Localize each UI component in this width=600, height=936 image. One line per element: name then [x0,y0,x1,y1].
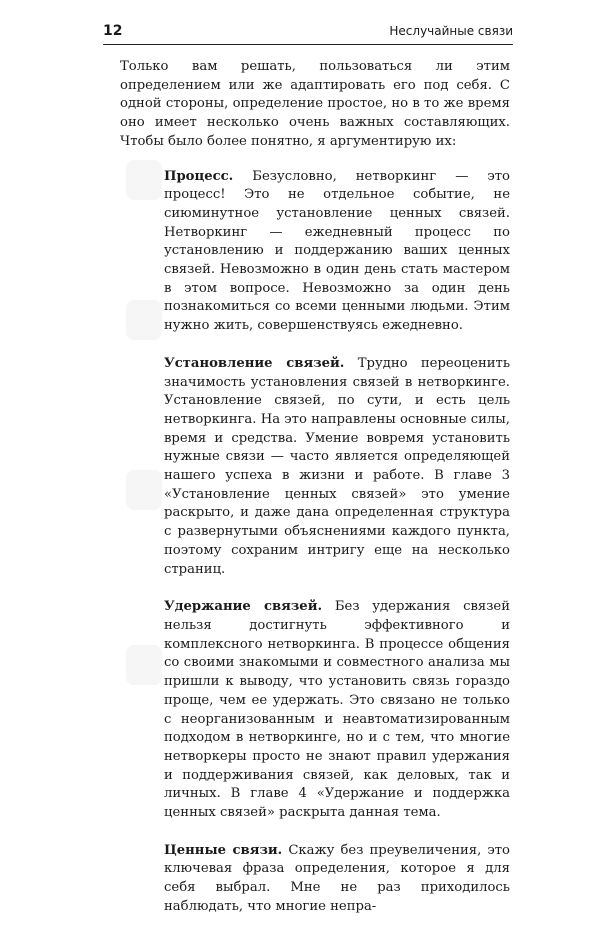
section-term: Удержание связей. [164,599,323,615]
section-text: Безусловно, нетворкинг — это процесс! Это не отдельное событие, не сиюминутное установление ценных связей. Нетворкинг — ежедневный процесс по установлению и поддержанию ваших ценных связей. Невозможно в один день стать мастером в этом вопросе. Невозможно за один день познакомиться со всеми ценными людьми. Этим нужно жить, совершенствуясь ежедневно. [164,168,510,334]
intro-paragraph: Только вам решать, пользоваться ли этим определением или же адаптировать его под себя. С одной стороны, определение простое, но в то же время оно имеет несколько очень важных составляющих. Чтобы было более понятно, я аргументирую их: [120,59,510,149]
section-establishing [164,355,510,579]
section-term: Процесс. [164,168,234,184]
section-retaining [164,598,510,822]
page-body [120,58,510,936]
section-valuable [164,842,510,917]
section-text: Трудно переоценить значимость установления связей в нетворкинге. Установление связей, по сути, и есть цель нетворкинга. На это направлены основные силы, время и средства. Умение вовремя установить нужные связи — часто является определяющей нашего успеха в жизни и работе. В главе 3 «Установление ценных связей» это умение раскрыто, и даже дана определенная структура с развернутыми объяснениями каждого пункта, поэтому сохраним интригу еще на несколько страниц. [164,355,510,577]
page-number: 12 [103,23,123,39]
section-term: Установление связей. [164,355,345,371]
section-text: Без удержания связей нельзя достигнуть эффективного и комплексного нетворкинга. В процессе общения со своими знакомыми и совместного анализа мы пришли к выводу, что установить связь гораздо проще, чем ее удержать. Это связано не только с неорганизованным и неавтоматизированным подходом в нетворкинге, но и с тем, что многие нетворкеры просто не знают правил удержания и поддерживания связей, как деловых, так и личных. В главе 4 «Удержание и поддержка ценных связей» раскрыта данная тема. [164,599,510,821]
section-process [164,168,510,336]
page-header [103,20,513,45]
section-term: Ценные связи. [164,842,283,858]
running-title: Неслучайные связи [389,24,513,38]
section-text: Скажу без преувеличения, это ключевая фраза определения, которое я для себя выбрал. Мне не раз приходилось наблюдать, что многие непра- [164,842,510,914]
